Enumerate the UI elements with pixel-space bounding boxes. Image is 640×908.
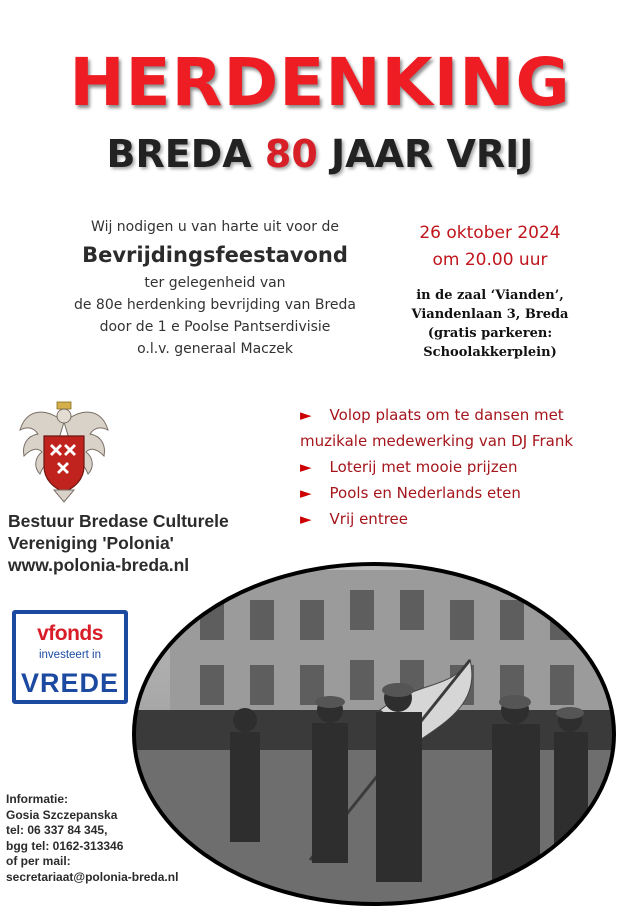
vfonds-vrede: VREDE: [20, 668, 120, 698]
feature-item: [300, 428, 632, 454]
vfonds-brand: vfonds: [37, 622, 103, 645]
subtitle-prefix: BREDA: [106, 132, 265, 176]
event-when: [396, 220, 584, 274]
invite-line: o.l.v. generaal Maczek: [137, 341, 293, 357]
venue-line: Schoolakkerplein): [423, 345, 557, 360]
venue-line: (gratis parkeren:: [427, 326, 553, 341]
organizer-name: Bestuur Bredase Culturele: [8, 511, 229, 531]
invite-line: door de 1 e Poolse Pantserdivisie: [99, 319, 331, 335]
event-time: om 20.00 uur: [432, 250, 548, 270]
arrow-bullet-icon: ►: [300, 510, 312, 528]
event-date: 26 oktober 2024: [419, 223, 561, 243]
arrow-bullet-icon: ►: [300, 484, 312, 502]
arrow-bullet-icon: ►: [300, 406, 312, 424]
event-name: Bevrijdingsfeestavond: [82, 243, 348, 267]
venue-line: Viandenlaan 3, Breda: [411, 307, 569, 322]
feature-list: [300, 402, 632, 532]
contact-name: Gosia Szczepanska: [6, 807, 118, 822]
feature-text: Loterij met mooie prijzen: [329, 458, 518, 476]
feature-text: Vrij entree: [329, 510, 408, 528]
feature-text: Volop plaats om te dansen met: [329, 406, 564, 424]
contact-phone: tel: 06 337 84 345,: [6, 823, 108, 837]
contact-mail-label: of per mail:: [6, 854, 71, 868]
contact-email-link[interactable]: secretariaat@polonia-breda.nl: [6, 869, 179, 884]
venue-line: in de zaal ‘Vianden’,: [416, 288, 564, 303]
invite-line: de 80e herdenking bevrijding van Breda: [73, 297, 357, 313]
page-subtitle: [0, 132, 640, 176]
feature-item: [300, 454, 632, 480]
polonia-crest-logo: [14, 400, 114, 504]
feature-text: muzikale medewerking van DJ Frank: [300, 432, 574, 450]
organizer-name: Vereniging 'Polonia': [8, 533, 174, 553]
page-title: HERDENKING: [69, 44, 571, 121]
invite-line: ter gelegenheid van: [144, 275, 286, 291]
vfonds-tagline: investeert in: [38, 649, 101, 661]
event-venue: [396, 286, 584, 362]
arrow-bullet-icon: ►: [300, 458, 312, 476]
feature-text: Pools en Nederlands eten: [329, 484, 521, 502]
invite-line: Wij nodigen u van harte uit voor de: [91, 219, 339, 235]
contact-info: [6, 792, 206, 885]
contact-label: Informatie:: [6, 792, 69, 806]
contact-phone-alt: bgg tel: 0162-313346: [6, 838, 124, 853]
organizer-website-link[interactable]: www.polonia-breda.nl: [8, 555, 190, 575]
feature-item: [300, 402, 632, 428]
feature-item: [300, 480, 632, 506]
invitation-text: [40, 216, 390, 360]
feature-item: [300, 506, 632, 532]
subtitle-suffix: JAAR VRIJ: [317, 132, 534, 176]
vfonds-logo: [12, 610, 128, 704]
subtitle-number: 80: [264, 132, 318, 176]
